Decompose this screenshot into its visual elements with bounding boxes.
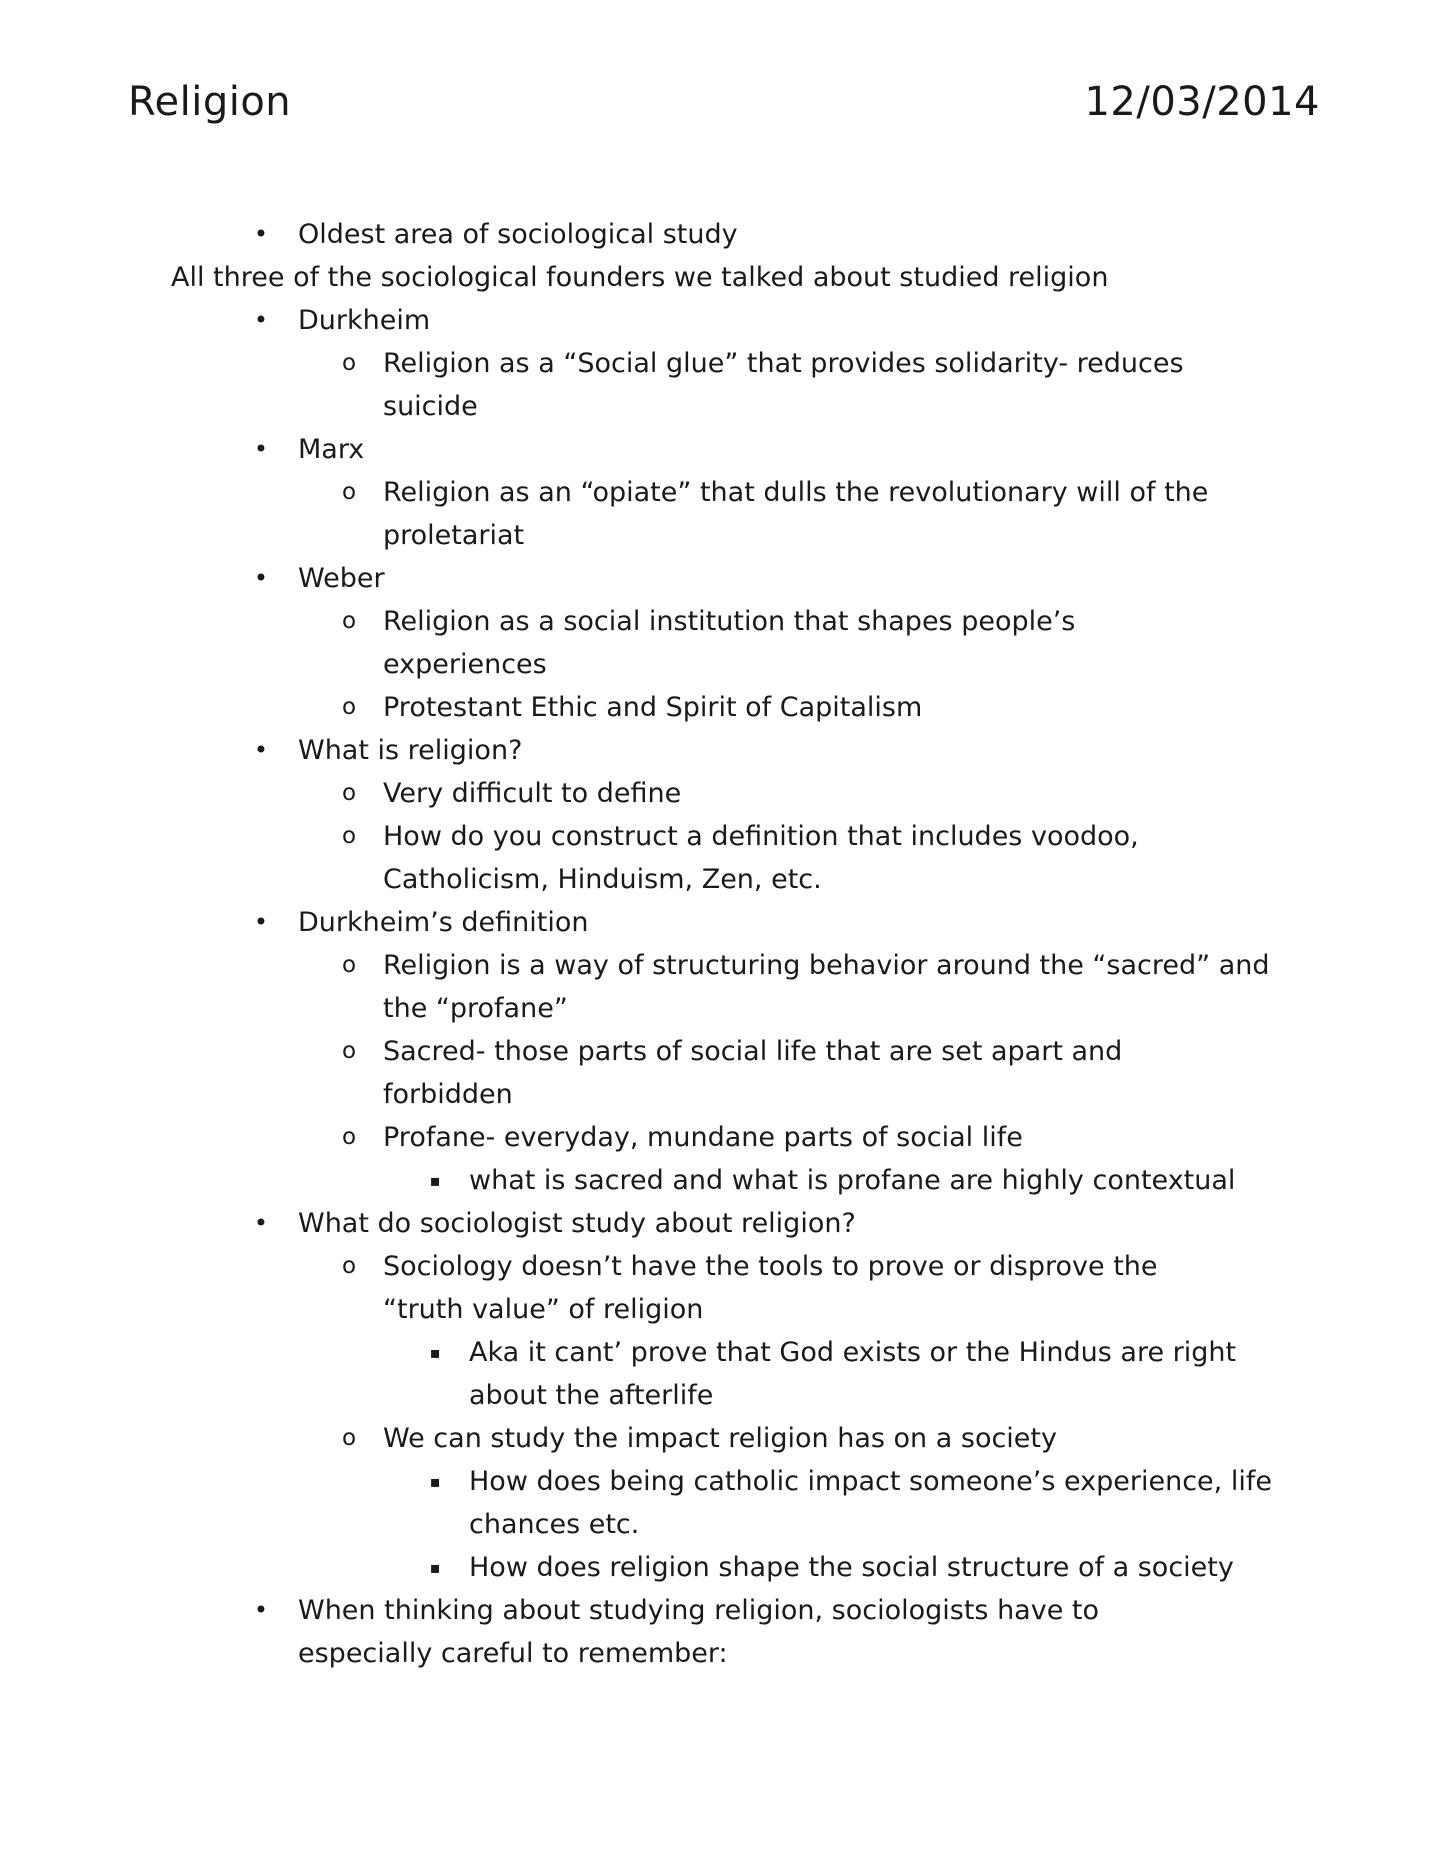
paragraph <box>0 256 1456 299</box>
list-item-text: We can study the impact religion has on a society <box>383 1423 1057 1454</box>
list-item <box>0 1460 1456 1546</box>
circle-bullet-icon: o <box>341 1038 357 1064</box>
list-item <box>0 1159 1456 1202</box>
bullet-icon: • <box>253 220 269 248</box>
circle-bullet-icon: o <box>341 823 357 849</box>
bullet-icon: • <box>253 435 269 463</box>
list-item-text: How does religion shape the social structure of a society <box>469 1552 1234 1583</box>
list-item <box>0 471 1456 557</box>
bullet-icon: • <box>253 306 269 334</box>
list-item-text: Marx <box>298 434 365 465</box>
bullet-icon: • <box>253 736 269 764</box>
list-item <box>0 772 1456 815</box>
bullet-icon: • <box>253 564 269 592</box>
list-item-text: Religion as a “Social glue” that provides solidarity- reduces suicide <box>383 348 1184 422</box>
circle-bullet-icon: o <box>341 608 357 634</box>
notes-body <box>0 213 1456 1675</box>
list-item <box>0 1417 1456 1460</box>
bullet-icon: • <box>253 908 269 936</box>
circle-bullet-icon: o <box>341 952 357 978</box>
page-date: 12/03/2014 <box>1084 79 1320 125</box>
list-item-text: Oldest area of sociological study <box>298 219 738 250</box>
list-item-text: What is religion? <box>298 735 523 766</box>
square-bullet-icon: ▪ <box>429 1171 441 1190</box>
circle-bullet-icon: o <box>341 1425 357 1451</box>
list-item <box>0 729 1456 772</box>
list-item <box>0 557 1456 600</box>
list-item <box>0 1202 1456 1245</box>
list-item <box>0 686 1456 729</box>
circle-bullet-icon: o <box>341 1124 357 1150</box>
list-item-text: Religion as a social institution that shapes people’s experiences <box>383 606 1076 680</box>
paragraph-text: All three of the sociological founders we talked about studied religion <box>171 262 1109 293</box>
list-item-text: Weber <box>298 563 385 594</box>
list-item-text: Religion is a way of structuring behavior around the “sacred” and the “profane” <box>383 950 1270 1024</box>
circle-bullet-icon: o <box>341 479 357 505</box>
square-bullet-icon: ▪ <box>429 1558 441 1577</box>
list-item <box>0 1331 1456 1417</box>
circle-bullet-icon: o <box>341 350 357 376</box>
circle-bullet-icon: o <box>341 1253 357 1279</box>
list-item-text: Durkheim <box>298 305 431 336</box>
list-item-text: Protestant Ethic and Spirit of Capitalism <box>383 692 923 723</box>
list-item <box>0 1546 1456 1589</box>
list-item <box>0 1030 1456 1116</box>
list-item <box>0 1245 1456 1331</box>
list-item <box>0 213 1456 256</box>
list-item-text: what is sacred and what is profane are highly contextual <box>469 1165 1236 1196</box>
list-item-text: Sociology doesn’t have the tools to prove or disprove the “truth value” of religion <box>383 1251 1158 1325</box>
list-item-text: Profane- everyday, mundane parts of social life <box>383 1122 1023 1153</box>
list-item-text: When thinking about studying religion, sociologists have to especially careful to remember: <box>298 1595 1100 1669</box>
list-item-text: Religion as an “opiate” that dulls the revolutionary will of the proletariat <box>383 477 1209 551</box>
circle-bullet-icon: o <box>341 780 357 806</box>
circle-bullet-icon: o <box>341 694 357 720</box>
list-item-text: Durkheim’s definition <box>298 907 589 938</box>
list-item <box>0 299 1456 342</box>
list-item-text: What do sociologist study about religion? <box>298 1208 856 1239</box>
page-title: Religion <box>128 79 292 125</box>
list-item-text: Very difficult to define <box>383 778 682 809</box>
list-item <box>0 428 1456 471</box>
list-item-text: How do you construct a definition that includes voodoo, Catholicism, Hinduism, Zen, etc. <box>383 821 1139 895</box>
square-bullet-icon: ▪ <box>429 1343 441 1362</box>
list-item <box>0 901 1456 944</box>
list-item <box>0 944 1456 1030</box>
list-item <box>0 342 1456 428</box>
bullet-icon: • <box>253 1596 269 1624</box>
list-item <box>0 600 1456 686</box>
list-item <box>0 1116 1456 1159</box>
list-item-text: Aka it cant’ prove that God exists or the Hindus are right about the afterlife <box>469 1337 1237 1411</box>
list-item-text: Sacred- those parts of social life that are set apart and forbidden <box>383 1036 1123 1110</box>
list-item <box>0 1589 1456 1675</box>
list-item <box>0 815 1456 901</box>
list-item-text: How does being catholic impact someone’s experience, life chances etc. <box>469 1466 1272 1540</box>
square-bullet-icon: ▪ <box>429 1472 441 1491</box>
bullet-icon: • <box>253 1209 269 1237</box>
